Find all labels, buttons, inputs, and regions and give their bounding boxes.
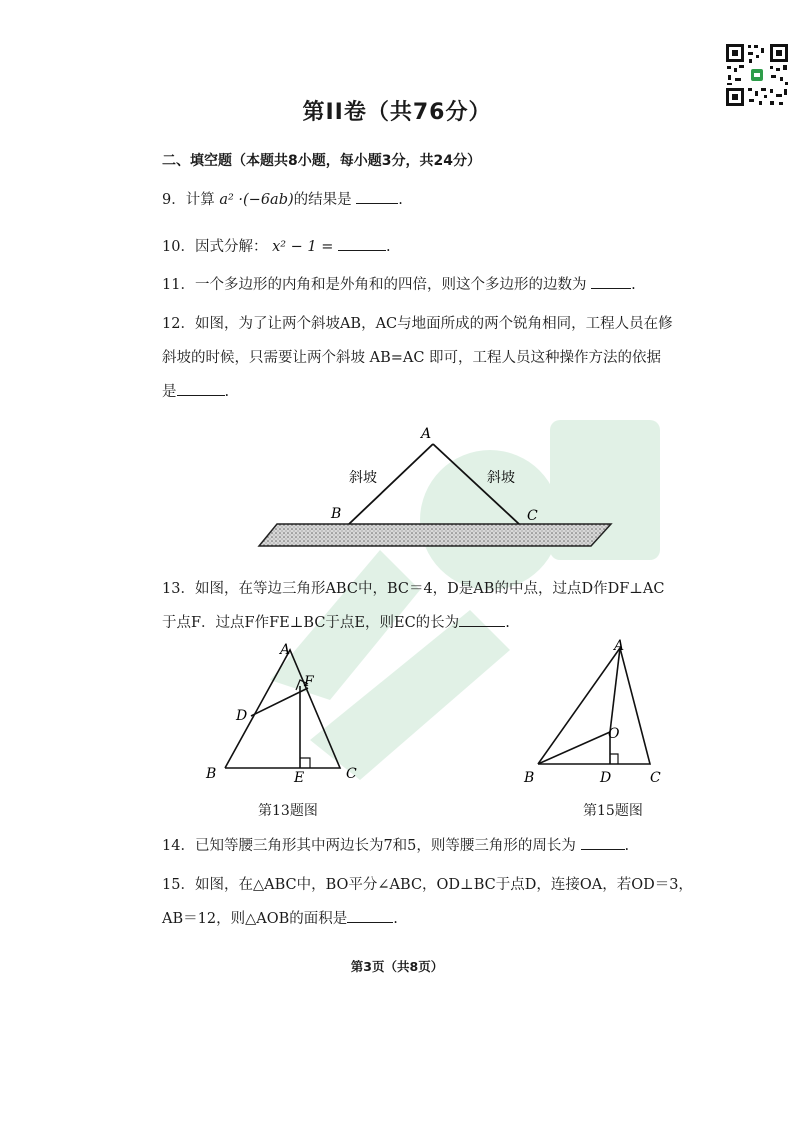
caption-figure-15: 第15题图: [583, 803, 643, 819]
answer-blank-10[interactable]: [338, 236, 386, 251]
page-footer: 第3页（共8页）: [350, 959, 444, 974]
triangle-abc-15: [538, 648, 650, 764]
section-heading: 二、填空题（本题共8小题，每小题3分，共24分）: [162, 153, 481, 169]
svg-text:A: A: [614, 638, 625, 654]
label-a: A: [421, 426, 432, 442]
q10-expression: x² − 1 =: [272, 239, 334, 255]
question-13: 13．如图，在等边三角形ABC中，BC＝4，D是AB的中点，过点D作DF⊥AC 于点F．过点F作FE⊥BC于点E，则EC的长为 .: [162, 581, 665, 631]
answer-blank-11[interactable]: [591, 274, 631, 289]
label-c: C: [527, 508, 538, 524]
svg-text:B: B: [206, 766, 217, 782]
svg-text:O: O: [608, 726, 620, 742]
svg-text:F: F: [304, 674, 314, 690]
question-12: 12．如图，为了让两个斜坡AB，AC与地面所成的两个锐角相同，工程人员在修 斜坡的时候，只需要让两个斜坡 AB=AC 即可，工程人员这种操作方法的依据 是 .: [162, 316, 673, 400]
question-15: 15．如图，在△ABC中，BO平分∠ABC，OD⊥BC于点D，连接OA，若OD＝3， AB＝12，则△AOB的面积是 .: [162, 877, 693, 927]
page-title: 第II卷（共76分）: [302, 100, 492, 125]
caption-figure-13: 第13题图: [258, 803, 318, 819]
right-angle-d: [610, 754, 618, 764]
answer-blank-15[interactable]: [347, 908, 393, 923]
figure-13: [200, 636, 370, 786]
q9-expression: a² ·(−6ab): [219, 192, 294, 208]
svg-text:A: A: [280, 642, 291, 658]
answer-blank-13[interactable]: [459, 612, 505, 627]
slope-label-right: 斜坡: [487, 470, 515, 486]
question-14: 14．已知等腰三角形其中两边长为7和5，则等腰三角形的周长为 .: [162, 835, 629, 856]
question-9: 9．计算 a² ·(−6ab)的结果是 .: [162, 189, 403, 210]
svg-text:C: C: [346, 766, 357, 782]
figure-15: [520, 636, 680, 786]
svg-text:B: B: [524, 770, 535, 786]
svg-text:D: D: [600, 770, 612, 786]
slope-figure: [255, 420, 615, 552]
svg-text:C: C: [650, 770, 661, 786]
svg-text:E: E: [294, 770, 305, 786]
right-angle-e: [300, 758, 310, 768]
ground: [259, 524, 611, 546]
slope-label-left: 斜坡: [349, 470, 377, 486]
question-11: 11．一个多边形的内角和是外角和的四倍，则这个多边形的边数为 .: [162, 274, 636, 295]
svg-text:D: D: [236, 708, 248, 724]
answer-blank-12[interactable]: [177, 381, 225, 396]
answer-blank-14[interactable]: [581, 835, 625, 850]
answer-blank-9[interactable]: [356, 189, 398, 204]
question-10: 10．因式分解： x² − 1 = .: [162, 236, 391, 257]
label-b: B: [331, 506, 342, 522]
